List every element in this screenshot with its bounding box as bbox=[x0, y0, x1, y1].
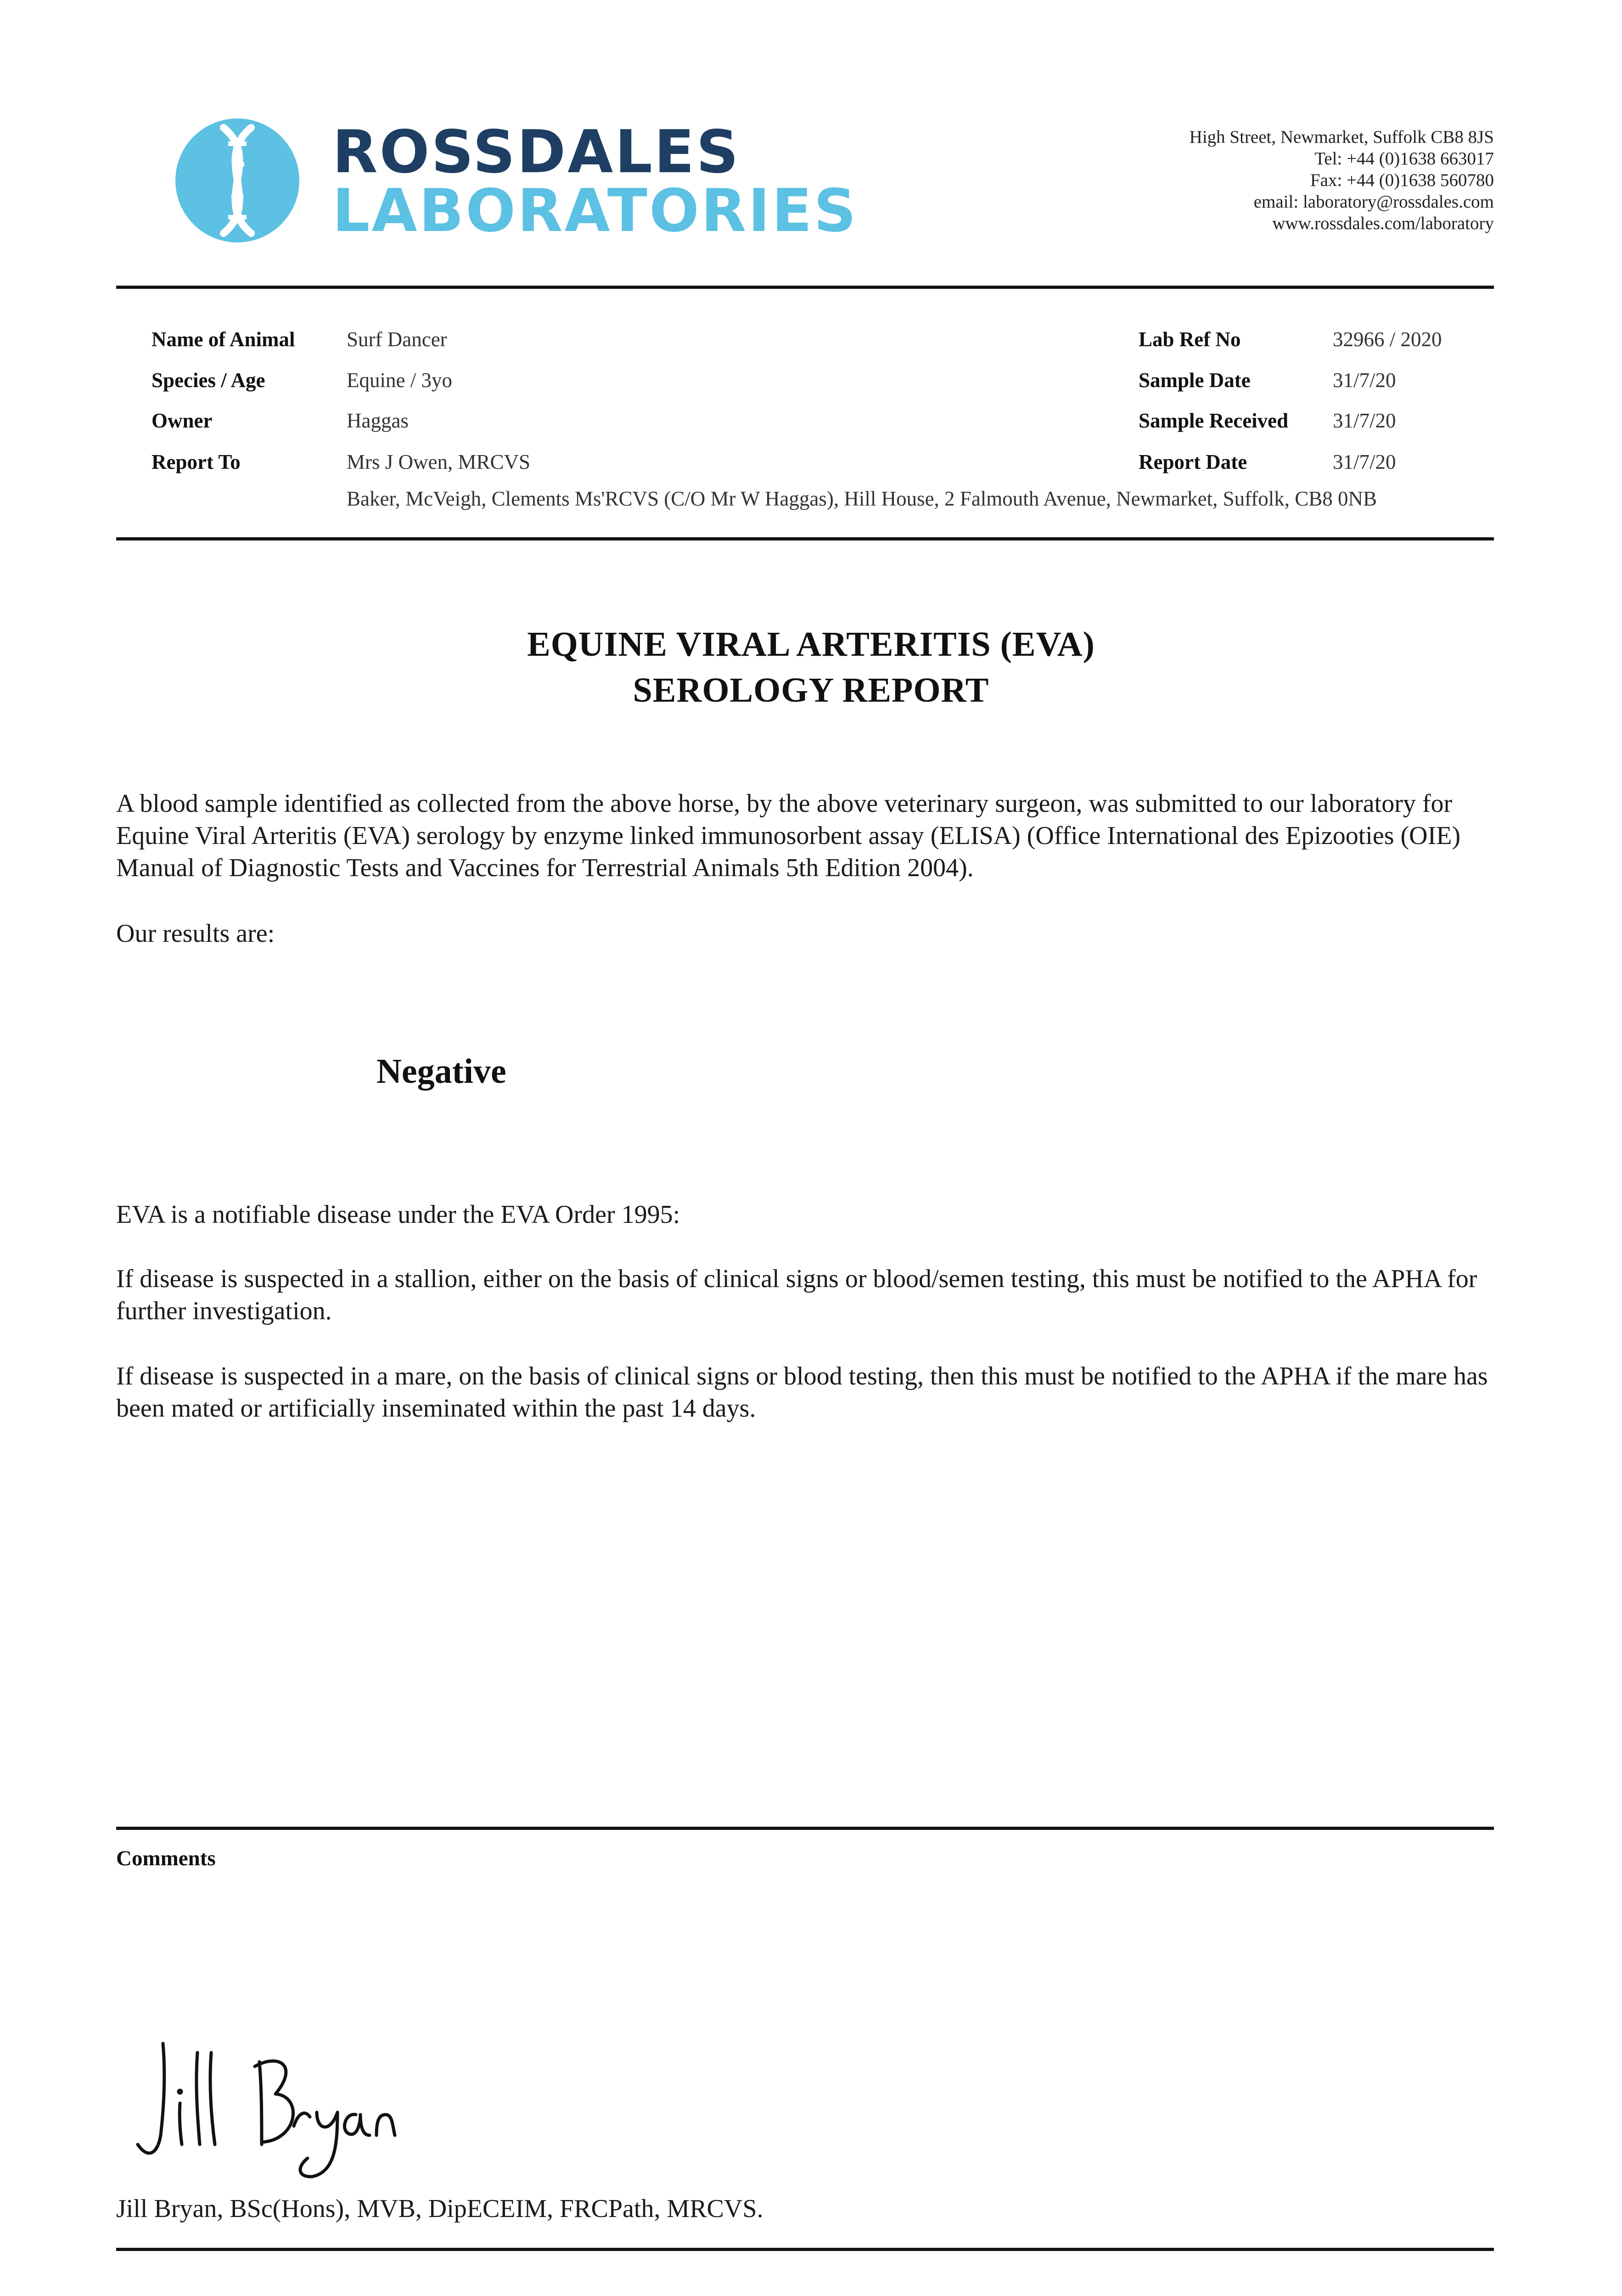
report-date-label: Report Date bbox=[1139, 450, 1247, 473]
result-value: Negative bbox=[376, 1052, 506, 1091]
notifiable-paragraph: EVA is a notifiable disease under the EVA Order 1995: bbox=[116, 1200, 680, 1229]
report-to-address: Baker, McVeigh, Clements Ms'RCVS (C/O Mr W Haggas), Hill House, 2 Falmouth Avenue, Newmarket, Suffolk, CB8 0NB bbox=[347, 487, 1377, 510]
company-logo bbox=[171, 114, 858, 247]
results-intro: Our results are: bbox=[116, 919, 275, 948]
report-to-label: Report To bbox=[152, 450, 241, 473]
sample-received-value: 31/7/20 bbox=[1333, 409, 1396, 432]
species-value: Equine / 3yo bbox=[347, 369, 452, 392]
divider bbox=[116, 286, 1494, 289]
lab-ref-value: 32966 / 2020 bbox=[1333, 328, 1442, 351]
dna-logo-icon bbox=[171, 114, 304, 247]
name-label: Name of Animal bbox=[152, 328, 295, 351]
intro-paragraph: A blood sample identified as collected from the above horse, by the above veterinary surgeon, was submitted to our laboratory for Equine Viral Arteritis (EVA) serology by enzyme linked immunosorbent assay (ELISA) (Office International des Epizooties (OIE) Manual of Diagnostic Tests and Vaccines for Terrestrial Animals 5th Edition 2004). bbox=[116, 789, 1461, 882]
contact-block bbox=[1190, 126, 1494, 234]
divider bbox=[116, 1827, 1494, 1830]
stallion-paragraph: If disease is suspected in a stallion, either on the basis of clinical signs or blood/semen testing, this must be notified to the APHA for further investigation. bbox=[116, 1265, 1477, 1325]
address-line: High Street, Newmarket, Suffolk CB8 8JS bbox=[1189, 127, 1494, 147]
name-value: Surf Dancer bbox=[347, 328, 447, 351]
website-line: www.rossdales.com/laboratory bbox=[1272, 214, 1494, 233]
owner-label: Owner bbox=[152, 409, 213, 432]
divider bbox=[116, 2248, 1494, 2251]
email-line: email: laboratory@rossdales.com bbox=[1253, 192, 1494, 212]
fax-line: Fax: +44 (0)1638 560780 bbox=[1310, 170, 1494, 190]
divider bbox=[116, 537, 1494, 540]
signatory-name: Jill Bryan, BSc(Hons), MVB, DipECEIM, FRCPath, MRCVS. bbox=[116, 2195, 763, 2223]
sample-date-label: Sample Date bbox=[1139, 369, 1251, 392]
mare-paragraph: If disease is suspected in a mare, on the basis of clinical signs or blood testing, then this must be notified to the APHA if the mare has been mated or artificially inseminated within the past 14 days. bbox=[116, 1362, 1488, 1423]
report-date-value: 31/7/20 bbox=[1333, 450, 1396, 473]
tel-line: Tel: +44 (0)1638 663017 bbox=[1314, 149, 1494, 169]
sample-received-label: Sample Received bbox=[1139, 409, 1289, 432]
logo-name: ROSSDALES bbox=[332, 118, 741, 186]
logo-subname: LABORATORIES bbox=[332, 177, 858, 245]
lab-ref-label: Lab Ref No bbox=[1139, 328, 1241, 351]
comments-label: Comments bbox=[116, 1846, 216, 1870]
species-label: Species / Age bbox=[152, 369, 265, 392]
report-to-value: Mrs J Owen, MRCVS bbox=[347, 450, 531, 473]
report-title-line1: EQUINE VIRAL ARTERITIS (EVA) bbox=[527, 625, 1095, 664]
signature-image bbox=[129, 2034, 413, 2186]
sample-date-value: 31/7/20 bbox=[1333, 369, 1396, 392]
report-title-line2: SEROLOGY REPORT bbox=[633, 671, 989, 709]
owner-value: Haggas bbox=[347, 409, 409, 432]
